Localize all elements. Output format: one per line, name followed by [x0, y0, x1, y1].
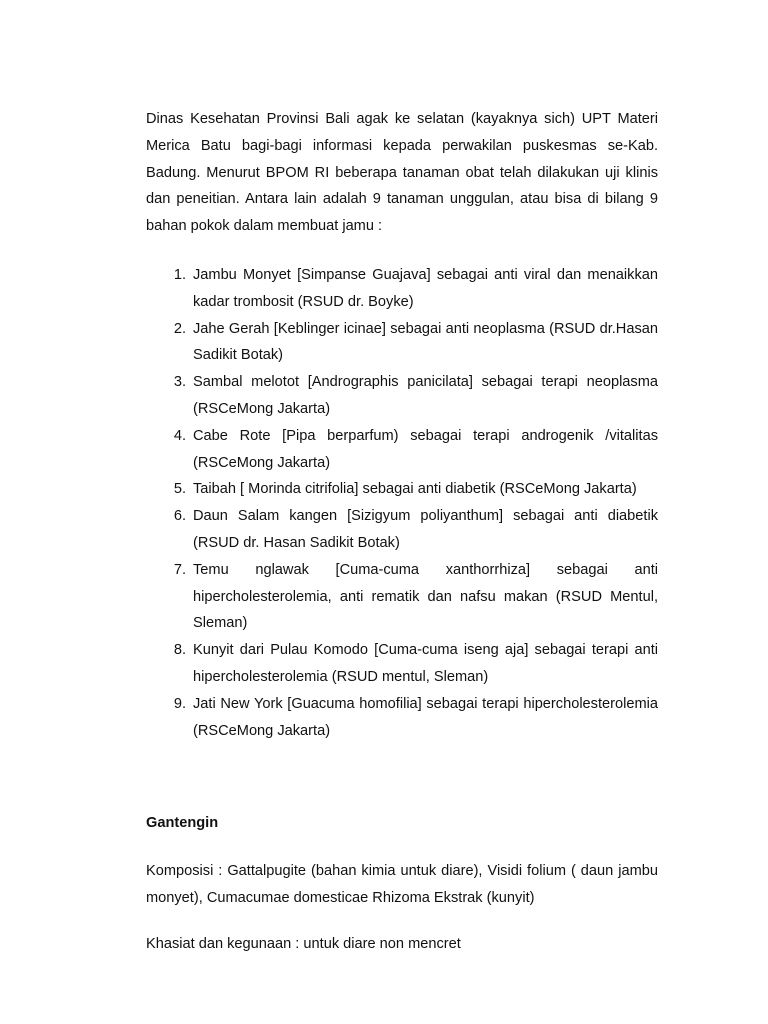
composition-paragraph: Komposisi : Gattalpugite (bahan kimia untuk diare), Visidi folium ( daun jambu monyet), Cumacumae domesticae Rhizoma Ekstrak (kunyit): [146, 863, 658, 906]
list-item-number: 2.: [173, 320, 186, 337]
list-item-text: Temu nglawak [Cuma-cuma xanthorrhiza] sebagai anti hipercholesterolemia, anti rematik dan nafsu makan (RSUD Mentul, Sleman): [193, 561, 658, 632]
plant-list: [146, 262, 658, 744]
list-item: [146, 369, 658, 423]
list-item-number: 7.: [173, 561, 186, 578]
list-item-number: 1.: [173, 266, 186, 283]
list-item: [146, 316, 658, 370]
list-item-text: Taibah [ Morinda citrifolia] sebagai anti diabetik (RSCeMong Jakarta): [193, 481, 637, 498]
section-title: Gantengin: [146, 815, 219, 832]
list-item-text: Cabe Rote [Pipa berparfum) sebagai terapi androgenik /vitalitas (RSCeMong Jakarta): [193, 427, 658, 471]
list-item-number: 5.: [173, 481, 186, 498]
list-item-number: 6.: [173, 508, 186, 525]
list-item-text: Jambu Monyet [Simpanse Guajava] sebagai anti viral dan menaikkan kadar trombosit (RSUD dr. Boyke): [193, 266, 658, 310]
list-item: [146, 691, 658, 745]
list-item-text: Sambal melotot [Andrographis panicilata] sebagai terapi neoplasma (RSCeMong Jakarta): [193, 374, 658, 417]
list-item-text: Jahe Gerah [Keblinger icinae] sebagai anti neoplasma (RSUD dr.Hasan Sadikit Botak): [193, 320, 658, 364]
list-item-number: 9.: [173, 695, 186, 712]
list-item: [146, 262, 658, 316]
intro-paragraph: Dinas Kesehatan Provinsi Bali agak ke selatan (kayaknya sich) UPT Materi Merica Batu bagi-bagi informasi kepada perwakilan puskesmas se-Kab. Badung. Menurut BPOM RI beberapa tanaman obat telah dilakukan uji klinis dan peneitian. Antara lain adalah 9 tanaman unggulan, atau bisa di bilang 9 bahan pokok dalam membuat jamu :: [146, 111, 658, 235]
list-item-number: 3.: [173, 374, 186, 391]
list-item-text: Jati New York [Guacuma homofilia] sebagai terapi hipercholesterolemia (RSCeMong Jakarta): [193, 695, 658, 739]
list-item-text: Daun Salam kangen [Sizigyum poliyanthum] sebagai anti diabetik (RSUD dr. Hasan Sadikit Botak): [193, 508, 658, 551]
list-item: [146, 503, 658, 557]
list-item: [146, 637, 658, 691]
list-item: [146, 557, 658, 637]
list-item: [146, 476, 658, 503]
list-item-number: 8.: [173, 642, 186, 659]
document-page: [146, 106, 658, 958]
list-item-text: Kunyit dari Pulau Komodo [Cuma-cuma iseng aja] sebagai terapi anti hipercholesterolemia (RSUD mentul, Sleman): [193, 642, 658, 685]
benefit-paragraph: Khasiat dan kegunaan : untuk diare non mencret: [146, 935, 461, 952]
list-item-number: 4.: [173, 427, 186, 444]
list-item: [146, 423, 658, 477]
